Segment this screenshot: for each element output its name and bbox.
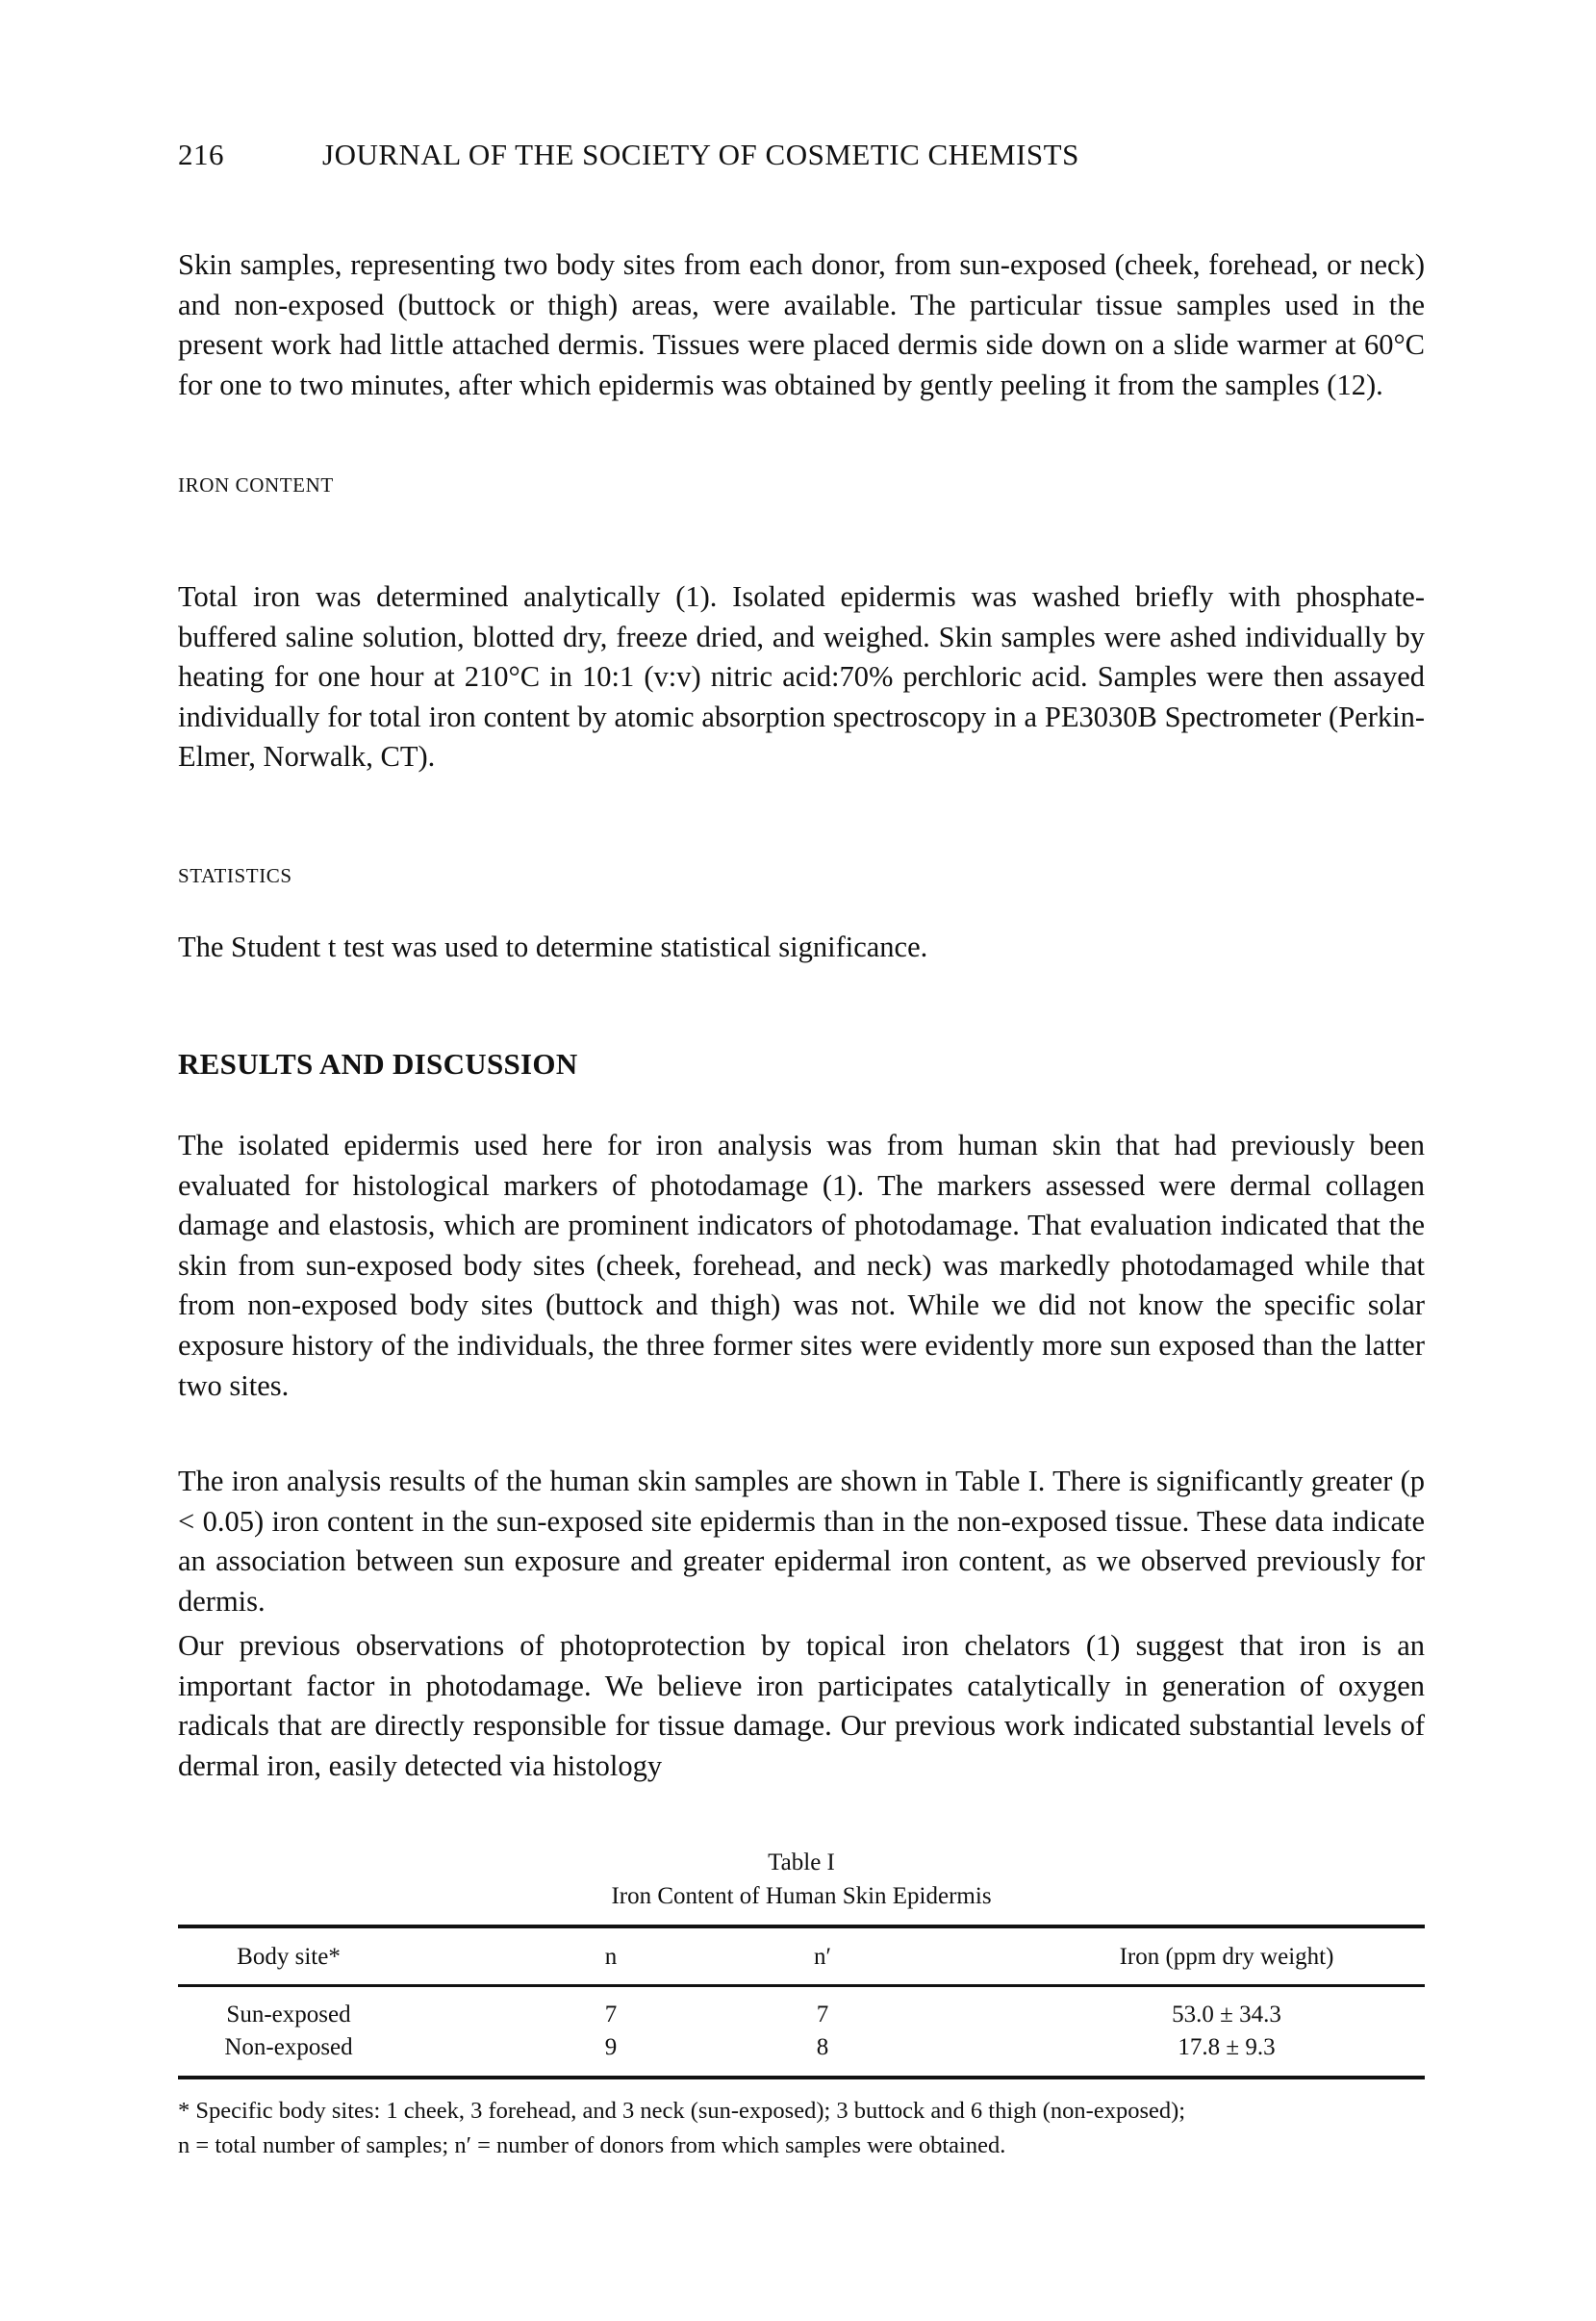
statistics-heading: STATISTICS <box>178 864 292 887</box>
page-number: 216 <box>178 138 224 171</box>
table-cell: Non-exposed <box>224 2034 353 2060</box>
table-cell: 53.0 ± 34.3 <box>1172 2002 1281 2028</box>
table-cell: 17.8 ± 9.3 <box>1178 2034 1276 2060</box>
results-paragraph-1: The isolated epidermis used here for iron analysis was from human skin that had previously been evaluated for histological markers of photodamage (1). The markers assessed were dermal collagen damage and elastosis, which are prominent indicators of photodamage. That evaluation indicated that the skin from sun-exposed body sites (cheek, forehead, and neck) was markedly photodamaged while that from non-exposed body sites (buttock and thigh) was not. While we did not know the specific solar exposure history of the individuals, the three former sites were evidently more sun exposed than the latter two sites. <box>178 1129 1425 1402</box>
statistics-paragraph: The Student t test was used to determine statistical significance. <box>178 931 928 963</box>
results-paragraph-2: The iron analysis results of the human skin samples are shown in Table I. There is significantly greater (p < 0.05) iron content in the sun-exposed site epidermis than in the non-exposed tissue. These data indicate an association between sun exposure and greater epidermal iron content, as we observed previously for dermis. <box>178 1465 1425 1618</box>
table-cell: 7 <box>816 2002 829 2028</box>
table-cell: 7 <box>604 2002 618 2028</box>
table-label: Table I <box>768 1849 835 1875</box>
running-header <box>178 138 1079 172</box>
table-caption: Iron Content of Human Skin Epidermis <box>611 1883 992 1909</box>
table-header-rule <box>178 1984 1425 1987</box>
column-header: n <box>604 1944 618 1970</box>
column-header: n′ <box>814 1944 831 1970</box>
column-header: Body site* <box>237 1944 341 1970</box>
iron-content-paragraph: Total iron was determined analytically (1). Isolated epidermis was washed briefly with phosphate-buffered saline solution, blotted dry, freeze dried, and weighed. Skin samples were ashed individually by heating for one hour at 210°C in 10:1 (v:v) nitric acid:70% perchloric acid. Samples were then assayed individually for total iron content by atomic absorption spectroscopy in a PE3030B Spectrometer (Perkin-Elmer, Norwalk, CT). <box>178 580 1425 774</box>
table-cell: 9 <box>604 2034 618 2060</box>
table-footnote-line-2: n = total number of samples; n′ = number of donors from which samples were obtained. <box>178 2132 1006 2158</box>
results-paragraph-3: Our previous observations of photoprotection by topical iron chelators (1) suggest that iron is an important factor in photodamage. We believe iron participates catalytically in generation of oxygen radicals that are directly responsible for tissue damage. Our previous work indicated substantial levels of dermal iron, easily detected via histology <box>178 1629 1425 1782</box>
iron-content-heading: IRON CONTENT <box>178 473 334 497</box>
column-header: Iron (ppm dry weight) <box>1119 1944 1334 1970</box>
table-cell: Sun-exposed <box>226 2002 351 2028</box>
table-bottom-rule <box>178 2076 1425 2079</box>
results-heading: RESULTS AND DISCUSSION <box>178 1047 578 1081</box>
table-top-rule <box>178 1925 1425 1928</box>
intro-paragraph: Skin samples, representing two body sites from each donor, from sun-exposed (cheek, forehead, or neck) and non-exposed (buttock or thigh) areas, were available. The particular tissue samples used in the present work had little attached dermis. Tissues were placed dermis side down on a slide warmer at 60°C for one to two minutes, after which epidermis was obtained by gently peeling it from the samples (12). <box>178 248 1425 401</box>
table-cell: 8 <box>816 2034 829 2060</box>
journal-title: JOURNAL OF THE SOCIETY OF COSMETIC CHEMISTS <box>322 138 1079 171</box>
table-footnote-line-1: * Specific body sites: 1 cheek, 3 forehead, and 3 neck (sun-exposed); 3 buttock and 6 thigh (non-exposed); <box>178 2098 1186 2124</box>
